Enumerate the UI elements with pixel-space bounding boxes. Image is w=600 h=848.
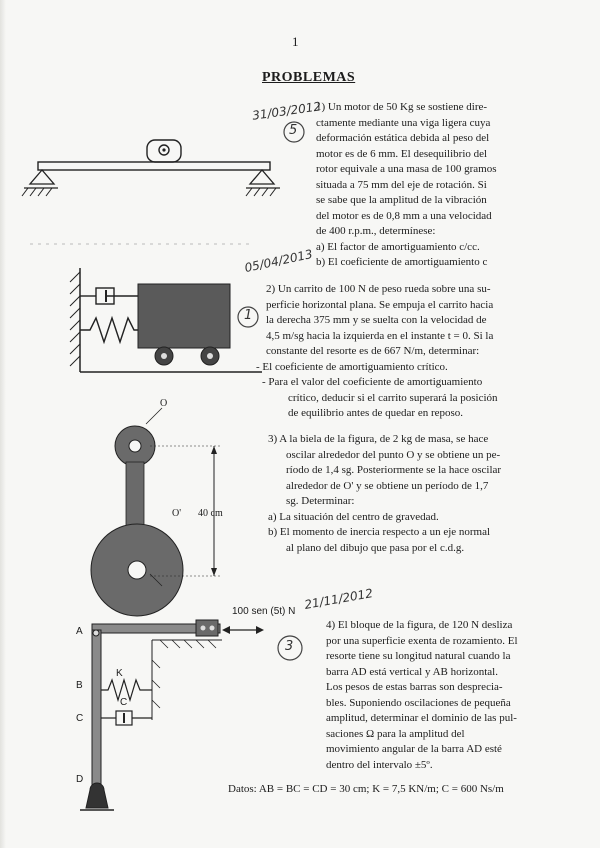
problem2-line: crítico, deducir si el carrito superará la posición (288, 391, 498, 404)
problem1-date-note: 31/03/2012 (251, 99, 322, 123)
problem3-line: alrededor de O' y se obtiene un período de 1,7 (286, 479, 489, 492)
problem1-line: a) El factor de amortiguamiento c/cc. (316, 240, 480, 253)
problem4-line: saciones Ω para la amplitud del (326, 727, 465, 740)
problem1-line: del motor es de 0,8 mm a una velocidad (316, 209, 492, 222)
problem1-line: b) El coeficiente de amortiguamiento c (316, 256, 488, 268)
label-point-b: B (76, 680, 83, 691)
problem4-date-note: 21/11/2012 (303, 586, 374, 612)
problem4-line: bles. Suponiendo oscilaciones de pequeña (326, 696, 511, 709)
problem2-line: - Para el valor del coeficiente de amortiguamiento (262, 376, 483, 388)
problem2-line: perficie horizontal plana. Se empuja el carrito hacia (266, 298, 494, 311)
problem1-circle-mark: 5 (289, 123, 298, 138)
page-number: 1 (292, 34, 299, 49)
label-point-a: A (76, 626, 83, 637)
problem1-line: se sabe que la amplitud de la vibración (316, 194, 487, 206)
problem1-line: situada a 75 mm del eje de rotación. Si (316, 178, 487, 191)
problem2-line: 2) Un carrito de 100 N de peso rueda sobre una su- (266, 283, 491, 295)
problem4-line: resorte tiene su longitud natural cuando la (326, 650, 511, 662)
problem4-text (326, 618, 518, 773)
problem4-line: 4) El bloque de la figura, de 120 N desliza (326, 619, 513, 631)
problem4-circle-mark: 3 (285, 639, 294, 654)
problem1-line: 1) Un motor de 50 Kg se sostiene dire- (316, 101, 488, 113)
label-point-c: C (76, 713, 84, 724)
label-point-o-prime: O' (172, 508, 182, 519)
problem1-line: ctamente mediante una viga ligera cuya (316, 116, 491, 129)
problem3-line: oscilar alrededor del punto O y se obtiene un pe- (286, 448, 501, 461)
problem2-line: la derecha 375 mm y se suelta con la velocidad de (266, 314, 487, 326)
problem3-line: 3) A la biela de la figura, de 2 kg de masa, se hace (268, 433, 489, 445)
problem4-line: amplitud, determinar el dominio de las pul- (326, 712, 517, 724)
problem4-line: movimiento angular de la barra AD esté (326, 743, 502, 755)
problem3-line: ríodo de 1,4 sg. Posteriormente se la hace oscilar (286, 464, 502, 476)
problem2-line: 4,5 m/sg hacia la izquierda en el instante t = 0. Si la (266, 329, 494, 342)
label-spring-k: K (116, 668, 123, 679)
label-damper-c: C (120, 697, 128, 708)
label-point-o: O (160, 398, 168, 409)
problem2-line: constante del resorte es de 667 N/m, determinar: (266, 345, 480, 357)
page-heading: PROBLEMAS (262, 70, 356, 85)
problem3-line: a) La situación del centro de gravedad. (268, 510, 439, 523)
problem1-line: rotor equivale a una masa de 100 gramos (316, 163, 497, 175)
problem3-line: al plano del dibujo que pasa por el c.d.g. (286, 541, 465, 554)
problem3-line: b) El momento de inercia respecto a un eje normal (268, 526, 491, 538)
label-point-d: D (76, 774, 84, 785)
problem2-line: de equilibrio antes de quedar en reposo. (288, 407, 464, 419)
problem2-circle-mark: 1 (244, 308, 253, 323)
problem2-date-note: 05/04/2013 (243, 246, 314, 276)
problem4-line: dentro del intervalo ±5º. (326, 758, 433, 771)
problem4-data-line: Datos: AB = BC = CD = 30 cm; K = 7,5 KN/m; C = 600 Ns/m (228, 783, 504, 795)
force-label: 100 sen (5t) N (232, 606, 296, 617)
problem1-line: deformación estática debida al peso del (316, 132, 490, 144)
problem2-line: - El coeficiente de amortiguamiento crítico. (256, 360, 448, 373)
problem1-line: de 400 r.p.m., determínese: (316, 225, 436, 237)
label-distance: 40 cm (198, 508, 223, 519)
problem1-line: motor es de 6 mm. El desequilibrio del (316, 147, 488, 160)
problem4-line: por una superficie exenta de rozamiento. El (326, 634, 518, 647)
problem3-line: sg. Determinar: (286, 495, 355, 507)
problem4-line: Los pesos de estas barras son desprecia- (326, 681, 503, 693)
problem4-line: barra AD está vertical y AB horizontal. (326, 665, 498, 678)
